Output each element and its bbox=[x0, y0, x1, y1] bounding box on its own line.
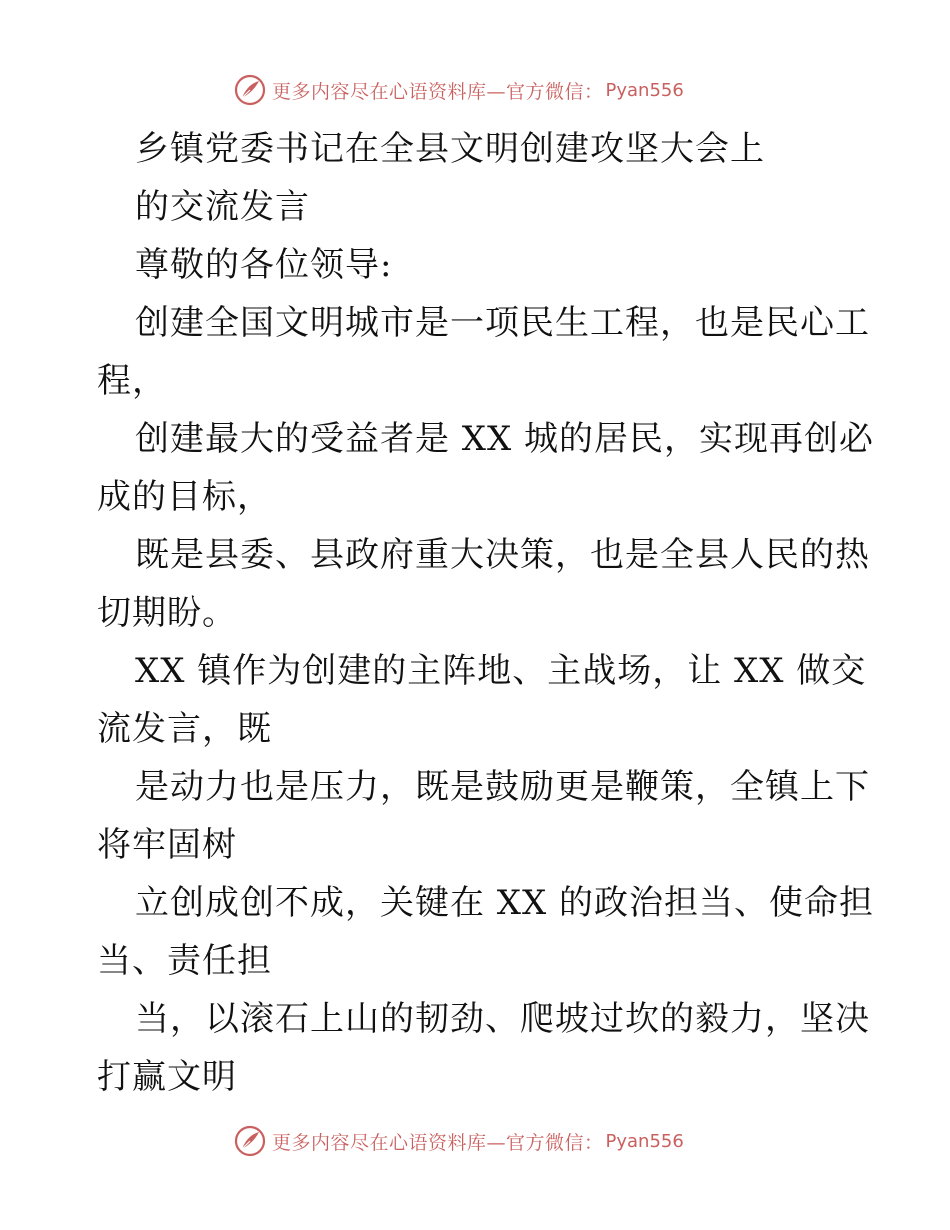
document-title-line-1: 乡镇党委书记在全县文明创建攻坚大会上 bbox=[135, 129, 765, 169]
paragraph-line: 立创成创不成，关键在 XX 的政治担当、使命担 bbox=[135, 883, 875, 923]
quill-logo-icon bbox=[234, 1125, 266, 1157]
paragraph-line: 流发言，既 bbox=[97, 709, 272, 749]
paragraph-line: 程， bbox=[97, 361, 167, 401]
watermark-text: 更多内容尽在心语资料库—官方微信： bbox=[272, 80, 604, 103]
watermark-wechat-id: Pyan556 bbox=[605, 79, 684, 101]
paragraph-line: 创建全国文明城市是一项民生工程，也是民心工 bbox=[135, 303, 870, 343]
paragraph-line: 是动力也是压力，既是鼓励更是鞭策，全镇上下 bbox=[135, 767, 870, 807]
watermark-text: 更多内容尽在心语资料库—官方微信： bbox=[272, 1131, 604, 1154]
document-title-line-2: 的交流发言 bbox=[135, 187, 310, 227]
paragraph-line: 成的目标， bbox=[97, 477, 272, 517]
paragraph-line: XX 镇作为创建的主阵地、主战场，让 XX 做交 bbox=[135, 651, 867, 691]
header-watermark bbox=[234, 73, 684, 107]
document-body bbox=[97, 120, 875, 1106]
footer-watermark bbox=[234, 1124, 684, 1158]
paragraph-line: 当，以滚石上山的韧劲、爬坡过坎的毅力，坚决 bbox=[135, 999, 870, 1039]
paragraph-line: 将牢固树 bbox=[97, 825, 237, 865]
salutation: 尊敬的各位领导: bbox=[135, 245, 393, 285]
watermark-wechat-id: Pyan556 bbox=[605, 1130, 684, 1152]
paragraph-line: 创建最大的受益者是 XX 城的居民，实现再创必 bbox=[135, 419, 875, 459]
paragraph-line: 当、责任担 bbox=[97, 941, 272, 981]
paragraph-line: 切期盼。 bbox=[97, 593, 237, 633]
quill-logo-icon bbox=[234, 74, 266, 106]
paragraph-line: 既是县委、县政府重大决策，也是全县人民的热 bbox=[135, 535, 870, 575]
paragraph-line: 打赢文明 bbox=[97, 1057, 237, 1097]
